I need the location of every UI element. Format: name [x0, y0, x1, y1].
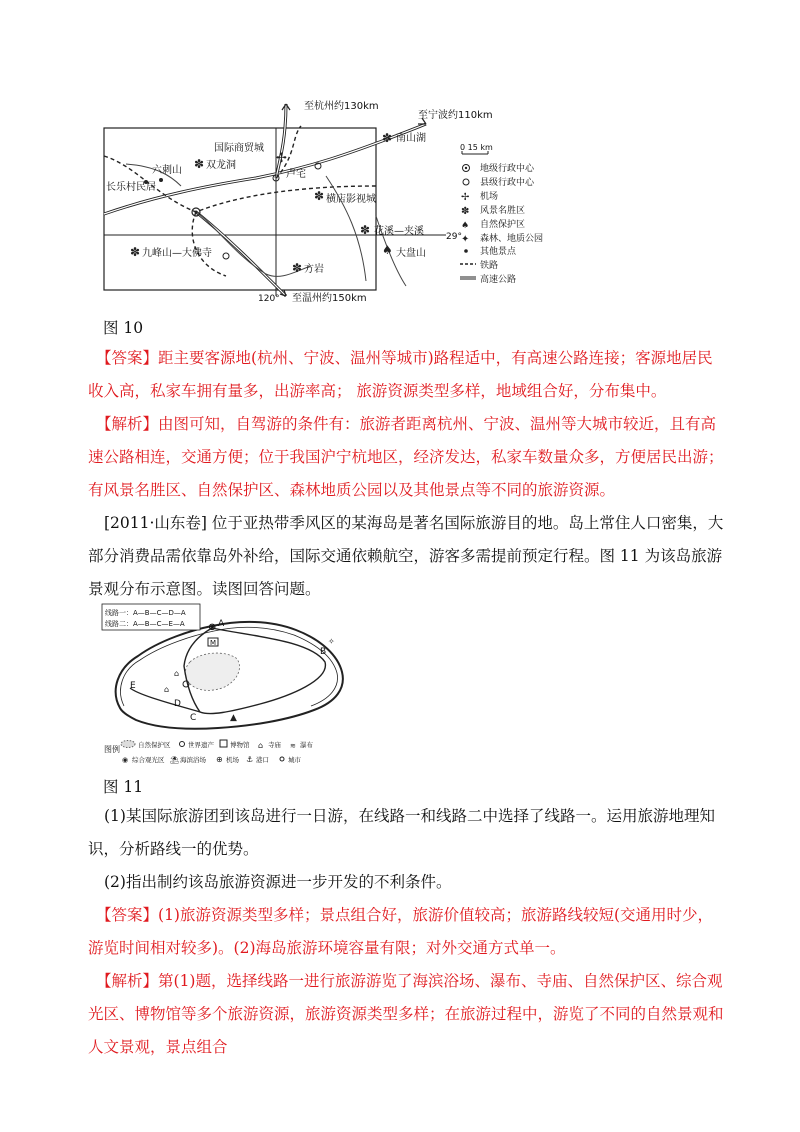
svg-text:▲: ▲: [230, 713, 237, 723]
legend-title: 图例: [104, 745, 120, 754]
figure-11-caption: 图 11: [103, 778, 144, 796]
label-29: 29°: [446, 232, 462, 242]
place-changle: 长乐村民居: [106, 182, 156, 193]
point-b: B: [320, 647, 327, 657]
figure-10-caption: 图 10: [103, 319, 144, 337]
place-guoji: 国际商贸城: [214, 143, 264, 154]
svg-text:♠: ♠: [382, 243, 393, 257]
legend-item: 博物馆: [230, 741, 250, 749]
place-nanshan: 南山湖: [396, 133, 426, 144]
figure-10-map: [96, 96, 544, 308]
legend-item: 自然保护区: [138, 741, 171, 749]
svg-text:⊕: ⊕: [216, 755, 223, 764]
analysis-2: [88, 965, 724, 1064]
question-2: [88, 866, 724, 899]
svg-text:✽: ✽: [382, 131, 393, 145]
svg-text:✦: ✦: [461, 234, 470, 245]
legend-item: 高速公路: [480, 275, 517, 285]
analysis-1-tag: 【解析】: [96, 415, 159, 433]
svg-text:✧: ✧: [328, 637, 335, 646]
svg-text:◉: ◉: [122, 756, 129, 764]
legend-item: 世界遗产: [188, 741, 214, 749]
answer-1-text: 距主要客源地(杭州、宁波、温州等城市)路程适中，有高速公路连接；客源地居民收入高，私家车拥有量多，出游率高； 旅游资源类型多样，地域组合好，分布集中。: [88, 349, 713, 400]
place-luzhai: 卢宅: [286, 169, 306, 180]
point-a: A: [218, 619, 225, 629]
question-stem: [88, 507, 724, 606]
analysis-2-tag: 【解析】: [96, 972, 159, 990]
svg-text:✽: ✽: [461, 206, 470, 217]
route-2-label: 线路二：A—B—C—E—A: [105, 620, 185, 628]
analysis-1: [88, 408, 724, 507]
point-c: C: [190, 713, 197, 723]
place-liuzhi: 六刺山: [152, 165, 182, 176]
svg-text:⌂: ⌂: [164, 685, 170, 694]
legend-item: 县级行政中心: [480, 178, 535, 188]
legend-item: 森林、地质公园: [480, 234, 544, 244]
svg-text:✽: ✽: [314, 189, 325, 203]
point-d: D: [174, 699, 181, 709]
question-1-text: (1)某国际旅游团到该岛进行一日游，在线路一和线路二中选择了线路一。运用旅游地理知识，分析路线一的优势。: [88, 807, 715, 858]
svg-text:✽: ✽: [194, 157, 205, 171]
legend-item: 海滨浴场: [180, 756, 206, 764]
svg-text:✢: ✢: [276, 151, 287, 166]
question-text: [2011·山东卷] 位于亚热带季风区的某海岛是著名国际旅游目的地。岛上常住人口密集，大部分消费品需依靠岛外补给，国际交通依赖航空，游客多需提前预定行程。图 11 为该岛旅游景观分布示意图。读图回答问题。: [88, 514, 724, 598]
svg-text:⛱: ⛱: [170, 756, 179, 764]
place-dapan: 大盘山: [396, 248, 426, 259]
route-1-label: 线路一：A—B—C—D—A: [105, 609, 186, 617]
label-to-wenzhou: 至温州约150km: [292, 293, 367, 304]
svg-text:⌂: ⌂: [174, 669, 180, 678]
svg-text:M: M: [210, 639, 217, 647]
analysis-1-text: 由图可知，自驾游的条件有：旅游者距离杭州、宁波、温州等大城市较近，且有高速公路相连，交通方便；位于我国沪宁杭地区，经济发达，私家车数量众多，方便居民出游；有风景名胜区、自然保护区、森林地质公园以及其他景点等不同的旅游资源。: [88, 415, 724, 499]
svg-text:⊕: ⊕: [208, 622, 217, 633]
legend-item: 综合观光区: [132, 756, 165, 764]
label-120: 120°: [258, 294, 280, 304]
svg-text:✽: ✽: [292, 261, 303, 275]
legend-item: 其他景点: [480, 247, 517, 257]
place-fangyan: 方岩: [304, 264, 324, 275]
svg-text:♠: ♠: [461, 221, 470, 231]
legend-item: 瀑布: [300, 741, 313, 749]
legend-item: 风景名胜区: [480, 206, 526, 216]
svg-text:✽: ✽: [130, 245, 141, 259]
svg-text:✽: ✽: [360, 223, 371, 237]
answer-1-tag: 【答案】: [96, 349, 159, 367]
label-to-ningbo: 至宁波约110km: [418, 110, 493, 121]
legend-item: 自然保护区: [480, 220, 526, 230]
answer-2-tag: 【答案】: [96, 906, 159, 924]
place-huaxi: 花溪—夹溪: [374, 226, 424, 237]
legend-item: 铁路: [480, 261, 499, 271]
place-jiufeng: 九峰山—大佛寺: [142, 248, 212, 259]
question-2-text: (2)指出制约该岛旅游资源进一步开发的不利条件。: [104, 873, 452, 891]
place-hengdian: 横店影视城: [326, 194, 376, 205]
legend-item: 机场: [226, 756, 239, 764]
question-1: [88, 800, 724, 866]
answer-2: [88, 899, 724, 965]
answer-2-text: (1)旅游资源类型多样；景点组合好，旅游价值较高；旅游路线较短(交通用时少，游览时间相对较多)。(2)海岛旅游环境容量有限；对外交通方式单一。: [88, 906, 714, 957]
point-e: E: [130, 681, 136, 691]
legend-item: 港口: [256, 756, 269, 764]
figure-11-map: [100, 600, 360, 768]
svg-text:≋: ≋: [290, 742, 296, 750]
legend-item: 机场: [480, 192, 499, 202]
svg-text:⚓: ⚓: [246, 755, 254, 764]
scale-label: 0 15 km: [460, 143, 493, 152]
legend-item: 城市: [288, 756, 301, 764]
svg-text:✢: ✢: [461, 192, 470, 203]
svg-text:⌂: ⌂: [258, 741, 264, 750]
analysis-2-text: 第(1)题，选择线路一进行旅游游览了海滨浴场、瀑布、寺庙、自然保护区、综合观光区、博物馆等多个旅游资源，旅游资源类型多样；在旅游过程中，游览了不同的自然景观和人文景观，景点组合: [88, 972, 724, 1056]
legend-item: 寺庙: [268, 741, 281, 749]
answer-1: [88, 342, 724, 408]
legend-item: 地级行政中心: [480, 164, 535, 174]
place-shuanglong: 双龙洞: [206, 160, 236, 171]
label-to-hangzhou: 至杭州约130km: [304, 101, 379, 112]
